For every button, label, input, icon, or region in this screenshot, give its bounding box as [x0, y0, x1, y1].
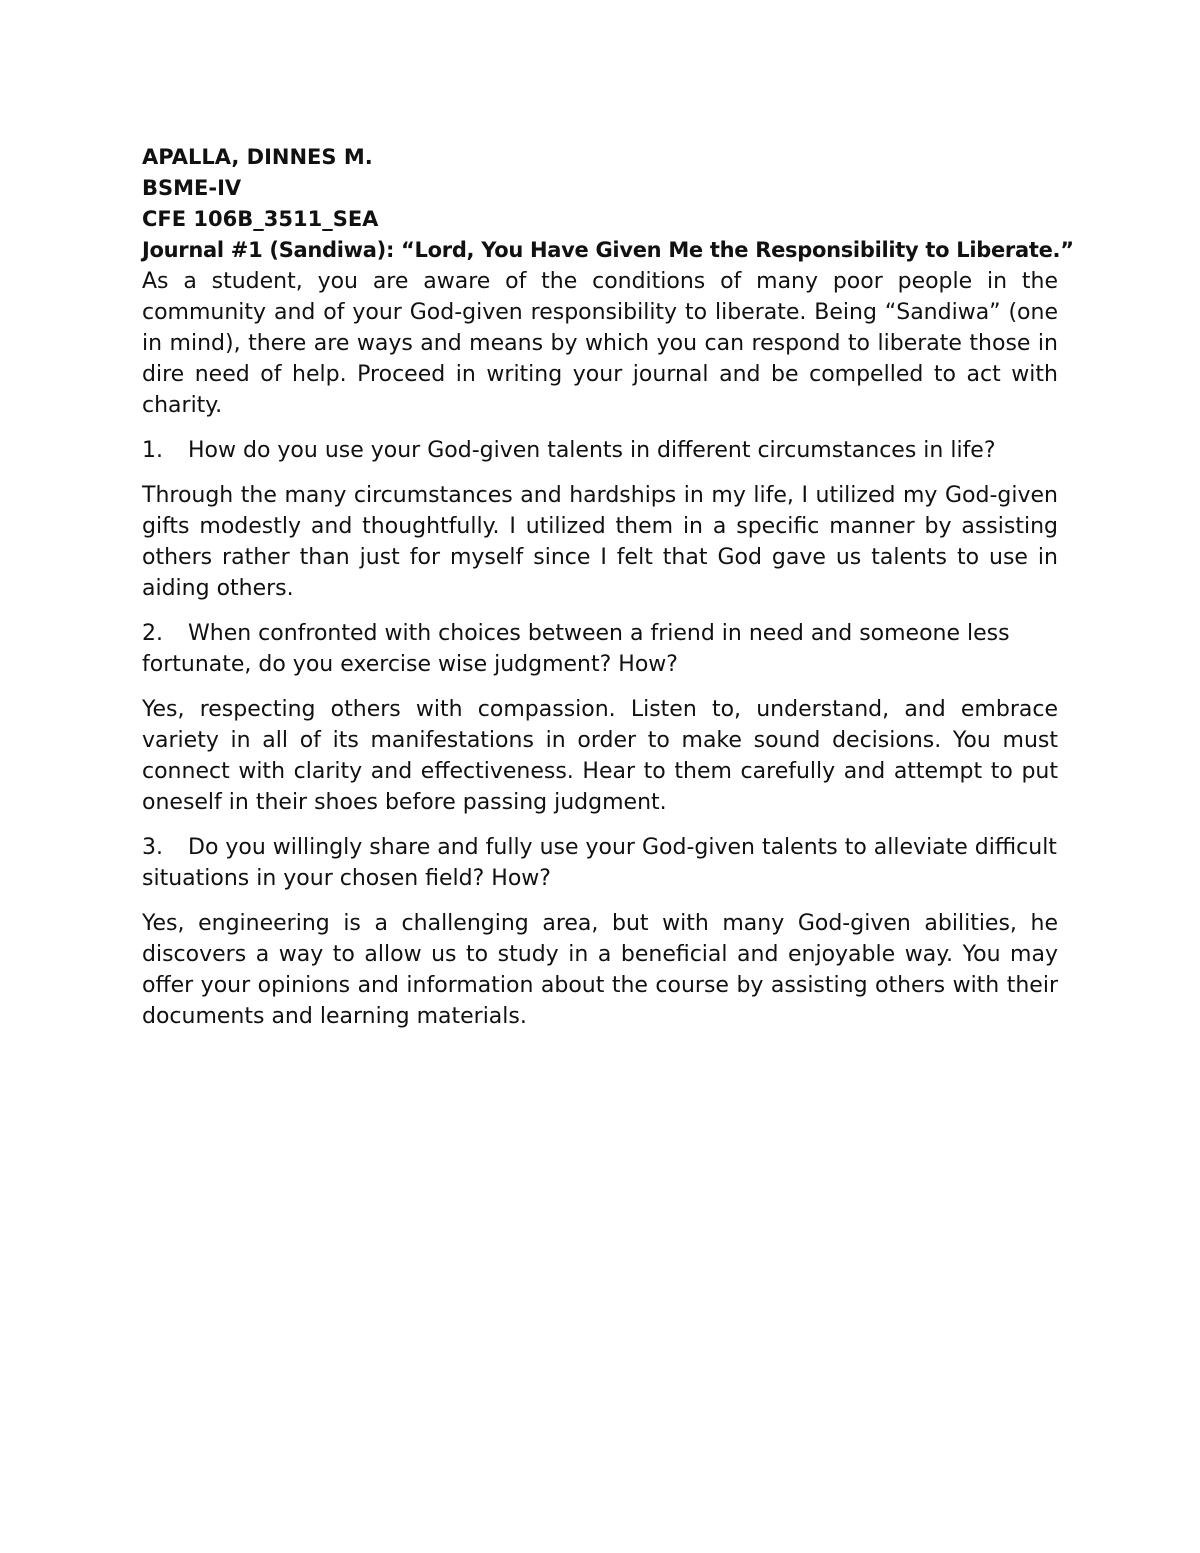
question-number: 2. [142, 621, 163, 646]
question-1 [142, 435, 1058, 466]
question-number: 1. [142, 438, 163, 463]
question-number: 3. [142, 835, 163, 860]
document-page [142, 142, 1074, 1032]
answer-2: Yes, respecting others with compassion. Listen to, understand, and embrace variety in all of its manifestations in order to make sound decisions. You must connect with clarity and effectiveness. Hear to them carefully and attempt to put oneself in their shoes before passing judgment. [142, 697, 1058, 815]
question-text: When confronted with choices between a friend in need and someone less fortunate, do you exercise wise judgment? How? [142, 621, 1010, 677]
question-text: How do you use your God-given talents in different circumstances in life? [188, 438, 996, 463]
answer-1: Through the many circumstances and hardships in my life, I utilized my God-given gifts modestly and thoughtfully. I utilized them in a specific manner by assisting others rather than just for myself since I felt that God gave us talents to use in aiding others. [142, 483, 1058, 601]
journal-title: Journal #1 (Sandiwa): “Lord, You Have Given Me the Responsibility to Liberate.” [142, 238, 1074, 262]
question-text: Do you willingly share and fully use your God-given talents to alleviate difficult situations in your chosen field? How? [142, 835, 1057, 891]
question-3 [142, 832, 1058, 894]
intro-paragraph: As a student, you are aware of the conditions of many poor people in the community and of your God-given responsibility to liberate. Being “Sandiwa” (one in mind), there are ways and means by which you can respond to liberate those in dire need of help. Proceed in writing your journal and be compelled to act with charity. [142, 269, 1058, 418]
student-name: APALLA, DINNES M. [142, 145, 373, 169]
question-2 [142, 618, 1058, 680]
course-code: CFE 106B_3511_SEA [142, 207, 379, 231]
program: BSME-IV [142, 176, 242, 200]
answer-3: Yes, engineering is a challenging area, but with many God-given abilities, he discovers a way to allow us to study in a beneficial and enjoyable way. You may offer your opinions and information about the course by assisting others with their documents and learning materials. [142, 911, 1058, 1029]
